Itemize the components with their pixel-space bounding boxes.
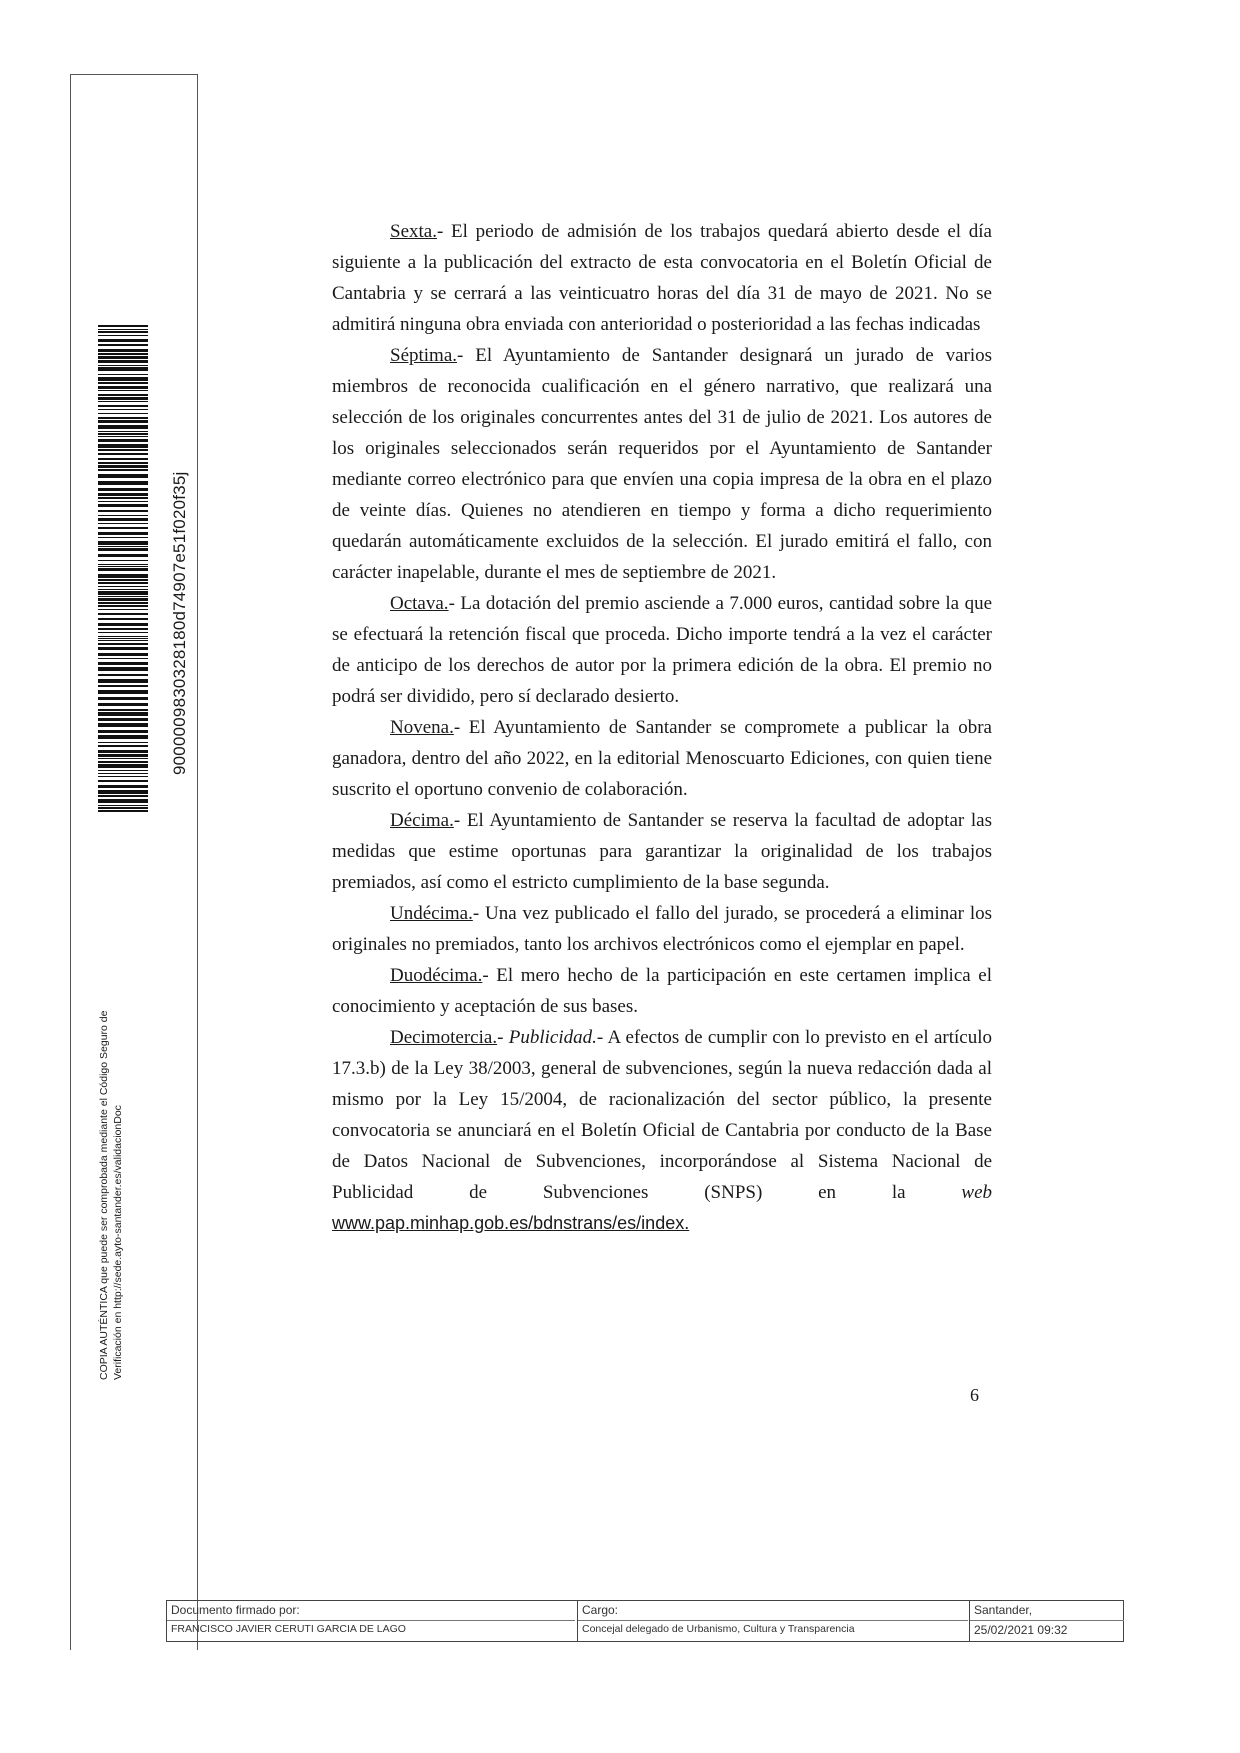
signature-datetime: 25/02/2021 09:32 [974, 1623, 1068, 1637]
clause-title: Sexta. [390, 221, 437, 242]
clause-title: Undécima. [390, 903, 473, 924]
cell-divider [970, 1620, 1124, 1621]
clause-text: - El Ayuntamiento de Santander designará un jurado de varios miembros de reconocida cualificación en el género narrativo, que realizará una selección de los originales concurrentes antes del 31 de julio de 2021. Los autores de los originales seleccionados serán requeridos por el Ayuntamiento de Santander mediante correo electrónico para que envíen una copia impresa de la obra en el plazo de veinte días. Quienes no atendieren en tiempo y forma a dicho requerimiento quedarán automáticamente excluidos de la selección. El jurado emitirá el fallo, con carácter inapelable, durante el mes de septiembre de 2021. [332, 345, 992, 583]
clause-paragraph [332, 898, 992, 960]
verification-line-1: COPIA AUTÉNTICA que puede ser comprobada mediante el Código Seguro de [98, 1010, 110, 1380]
clause-title: Décima. [390, 810, 454, 831]
bdns-url-link[interactable]: www.pap.minhap.gob.es/bdnstrans/es/index. [332, 1213, 690, 1233]
clause-text: - El Ayuntamiento de Santander se reserva la facultad de adoptar las medidas que estime oportunas para garantizar la originalidad de los trabajos premiados, así como el estricto cumplimiento de la base segunda. [332, 810, 992, 893]
clause-text: - El Ayuntamiento de Santander se compromete a publicar la obra ganadora, dentro del año 2022, en la editorial Menoscuarto Ediciones, con quien tiene suscrito el oportuno convenio de colaboración. [332, 717, 992, 800]
clause-title: Octava. [390, 593, 449, 614]
clause-text: - El periodo de admisión de los trabajos quedará abierto desde el día siguiente a la publicación del extracto de esta convocatoria en el Boletín Oficial de Cantabria y se cerrará a las veinticuatro horas del día 31 de mayo de 2021. No se admitirá ninguna obra enviada con anterioridad o posterioridad a las fechas indicadas [332, 221, 992, 335]
clause-text: - A efectos de cumplir con lo previsto en el artículo 17.3.b) de la Ley 38/2003, general de subvenciones, según la nueva redacción dada al mismo por la Ley 15/2004, de racionalización del sector público, la presente convocatoria se anunciará en el Boletín Oficial de Cantabria por conducto de la Base de Datos Nacional de Subvenciones, incorporándose al Sistema Nacional de Publicidad de Subvenciones (SNPS) en la [332, 1027, 992, 1203]
cell-divider [167, 1620, 575, 1621]
cell-divider [578, 1620, 968, 1621]
clause-paragraph [332, 960, 992, 1022]
web-word: web [961, 1182, 992, 1203]
clause-title: Duodécima. [390, 965, 483, 986]
clause-text: - La dotación del premio asciende a 7.000 euros, cantidad sobre la que se efectuará la retención fiscal que proceda. Dicho importe tendrá a la vez el carácter de anticipo de los derechos de autor por la primera edición de la obra. El premio no podrá ser dividido, pero sí declarado desierto. [332, 593, 992, 707]
signer-role: Concejal delegado de Urbanismo, Cultura y Transparencia [582, 1623, 855, 1635]
clause-title: Séptima. [390, 345, 458, 366]
clause-text: - El mero hecho de la participación en este certamen implica el conocimiento y aceptación de sus bases. [332, 965, 992, 1017]
clause-paragraph [332, 340, 992, 588]
barcode-image [98, 325, 148, 815]
signed-by-label: Documento firmado por: [171, 1603, 300, 1617]
clause-title: Novena. [390, 717, 454, 738]
clause-title: Decimotercia. [390, 1027, 498, 1048]
signer-name: FRANCISCO JAVIER CERUTI GARCIA DE LAGO [171, 1623, 406, 1635]
clause-paragraph [332, 1022, 992, 1239]
verification-side-frame [70, 74, 198, 1650]
clause-paragraph [332, 216, 992, 340]
role-cell [577, 1601, 968, 1641]
verification-line-2: Verificación en http://sede.ayto-santander.es/validacionDoc [112, 1105, 124, 1380]
verification-note [97, 1011, 125, 1380]
clause-paragraph [332, 588, 992, 712]
page-number: 6 [970, 1385, 979, 1405]
place-label: Santander, [974, 1603, 1033, 1617]
role-label: Cargo: [582, 1603, 619, 1617]
clause-paragraph [332, 712, 992, 805]
place-date-cell [969, 1601, 1124, 1641]
clause-text: - Una vez publicado el fallo del jurado, se procederá a eliminar los originales no premiados, tanto los archivos electrónicos como el ejemplar en papel. [332, 903, 992, 955]
clause-separator: - [497, 1027, 509, 1048]
csv-code: 9000009830328180d74907e51f020f35j [170, 471, 189, 775]
signed-by-cell [167, 1601, 575, 1641]
clause-paragraph [332, 805, 992, 898]
clause-subtitle: Publicidad. [508, 1027, 597, 1048]
signature-table [166, 1600, 1124, 1642]
document-body [332, 216, 992, 1239]
